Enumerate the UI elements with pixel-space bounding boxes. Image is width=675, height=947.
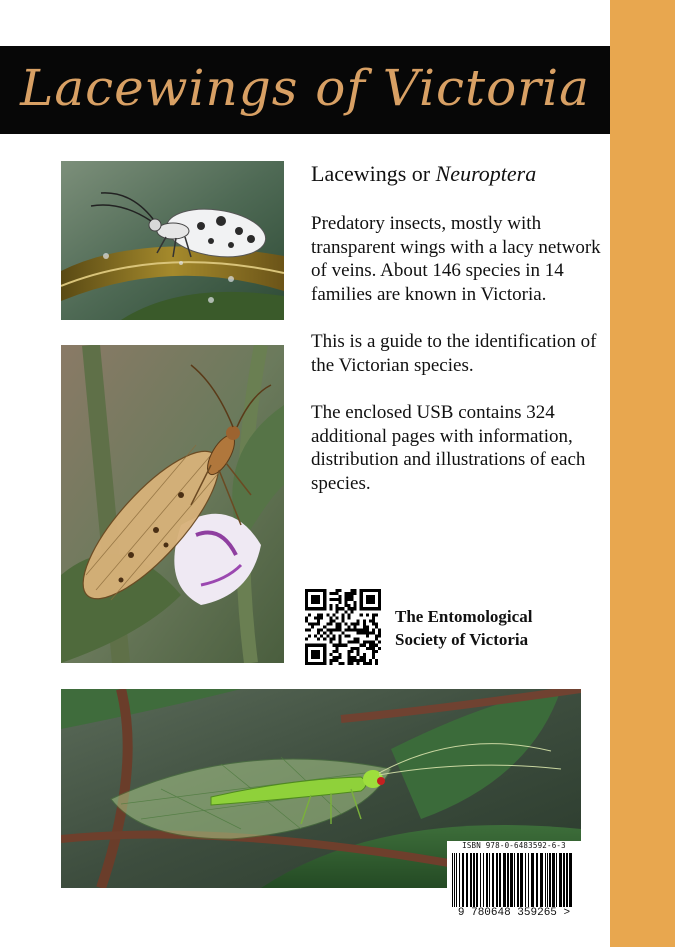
publisher-line-2: Society of Victoria — [395, 630, 529, 649]
publisher-name — [395, 605, 595, 651]
cover-title: Lacewings of Victoria — [20, 59, 590, 117]
title-band — [0, 46, 610, 134]
publisher-line-1: The Entomological — [395, 607, 533, 626]
book-spine-strip — [610, 0, 675, 947]
isbn-barcode — [447, 841, 581, 922]
section-heading — [311, 160, 601, 188]
paragraph-guide: This is a guide to the identification of the Victorian species. — [311, 331, 597, 376]
heading-plain-text: Lacewings or — [311, 161, 436, 186]
paragraph-usb: The enclosed USB contains 324 additional pages with information, distribution and illustrations of each species. — [311, 402, 586, 494]
isbn-text: ISBN 978-0-6483592-6-3 — [462, 841, 566, 850]
paragraph-description: Predatory insects, mostly with transparent wings with a lacy network of veins. About 146 species in 14 families are known in Victoria. — [311, 213, 601, 305]
heading-italic-text: Neuroptera — [435, 161, 537, 186]
qr-code — [305, 589, 381, 665]
barcode-bars — [452, 853, 576, 907]
description-column — [311, 160, 601, 519]
brown-lacewing-on-orchid-illustration — [61, 345, 284, 663]
spotted-lacewing-illustration — [61, 161, 284, 320]
ean-digits: 9 780648 359265 > — [457, 907, 571, 919]
